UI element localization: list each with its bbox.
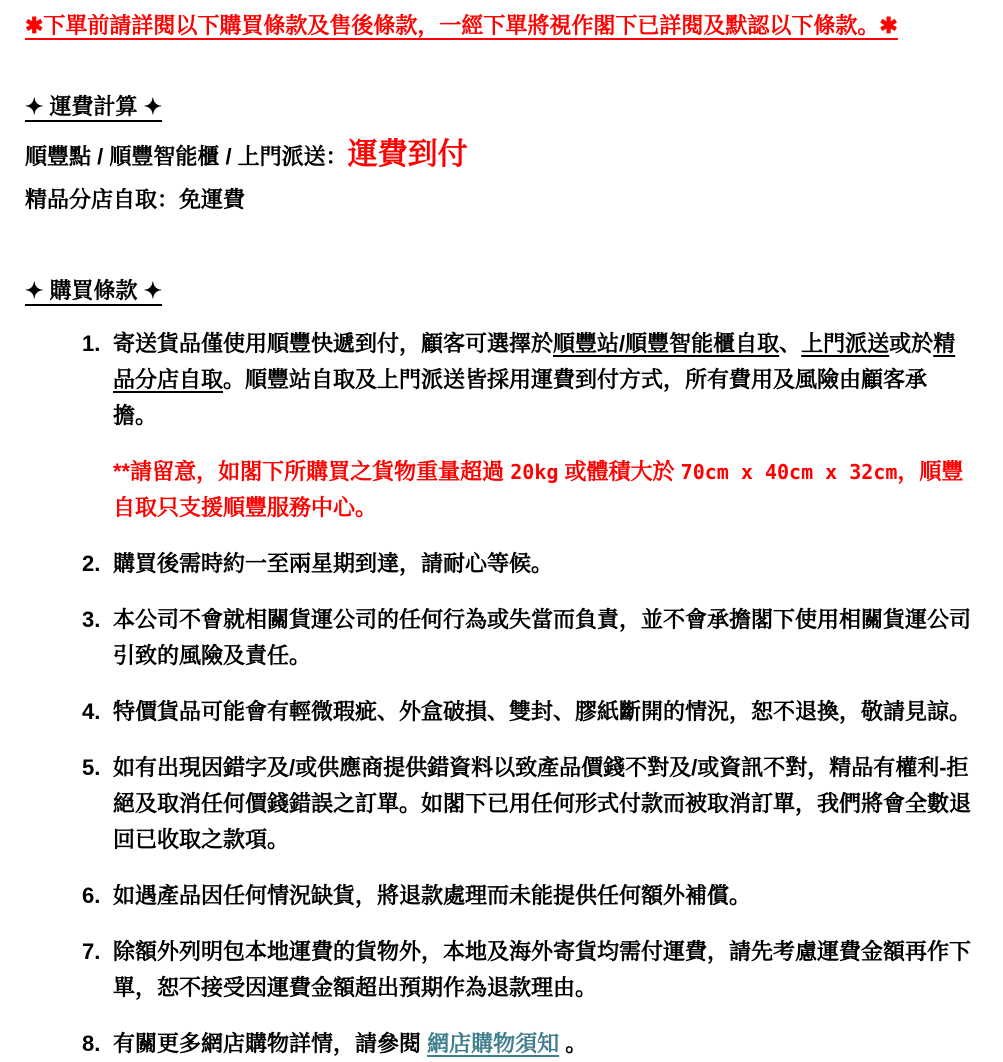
term-item-4 [82,694,971,730]
item-text: 如遇產品因任何情況缺貨，將退款處理而未能提供任何額外補償。 [113,883,752,908]
item-text: 本公司不會就相關貨運公司的任何行為或失當而負責，並不會承擔閣下使用相關貨運公司引致的風險及責任。 [113,607,972,668]
item-text: 特價貨品可能會有輕微瑕疵、外盒破損、雙封、膠紙斷開的情況，恕不退換，敬請見諒。 [113,699,972,724]
terms-list [25,326,971,1062]
pickup-line: 精品分店自取：免運費 [25,187,246,212]
item-number: 5. [82,755,101,780]
item-text: 有關更多網店購物詳情，請參閱 網店購物須知 。 [113,1031,588,1056]
terms-section-heading: ✦ 購買條款 ✦ [25,278,163,303]
terms-section [25,218,971,1062]
item-text [113,326,971,526]
item-number: 6. [82,883,101,908]
shipping-methods-label: 順豐點 / 順豐智能櫃 / 上門派送： [25,144,348,169]
term-item-7 [82,934,971,1006]
term-1-paragraph: 寄送貨品僅使用順豐快遞到付，顧客可選擇於順豐站/順豐智能櫃自取、上門派送或於精品分店自取。順豐站自取及上門派送皆採用運費到付方式，所有費用及風險由顧客承擔。 [113,331,956,428]
term-item-2 [82,546,971,582]
item-text: 購買後需時約一至兩星期到達，請耐心等候。 [113,551,554,576]
shipping-section [25,42,971,218]
item-number: 4. [82,699,101,724]
shipping-methods-line [25,134,971,178]
dimension-value: 70cm x 40cm x 32cm [680,460,898,484]
item-text: 如有出現因錯字及/或供應商提供錯資料以致產品價錢不對及/或資訊不對，精品有權利-拒絕及取消任何價錢錯誤之訂單。如閣下已用任何形式付款而被取消訂單，我們將會全數退回已收取之款項。 [113,755,972,852]
weight-value: 20kg [510,460,559,484]
pickup-option-door: 上門派送 [801,331,890,356]
item-number: 1. [82,331,101,356]
term-item-1 [82,326,971,526]
item-number: 7. [82,939,101,964]
notice-banner: ✱下單前請詳閱以下購買條款及售後條款，一經下單將視作閣下已詳閱及默認以下條款。✱ [25,13,898,38]
term-item-3 [82,602,971,674]
weight-limit-note: **請留意，如閣下所購買之貨物重量超過 20kg 或體積大於 70cm x 40cm x 32cm，順豐自取只支援順豐服務中心。 [113,459,964,520]
pickup-option-store: 精品分店自取 [113,331,956,392]
item-number: 3. [82,607,101,632]
item-text: 除額外列明包本地運費的貨物外，本地及海外寄貨均需付運費，請先考慮運費金額再作下單，恕不接受因運費金額超出預期作為退款理由。 [113,939,972,1000]
term-item-8 [82,1026,971,1062]
shipping-section-heading: ✦ 運費計算 ✦ [25,94,163,119]
cod-highlight: 運費到付 [347,138,468,171]
item-number: 2. [82,551,101,576]
item-number: 8. [82,1031,101,1056]
term-item-6 [82,878,971,914]
term-item-5 [82,750,971,858]
store-guide-link[interactable]: 網店購物須知 [427,1031,560,1056]
pickup-option-sf-station: 順豐站/順豐智能櫃自取 [553,331,780,356]
